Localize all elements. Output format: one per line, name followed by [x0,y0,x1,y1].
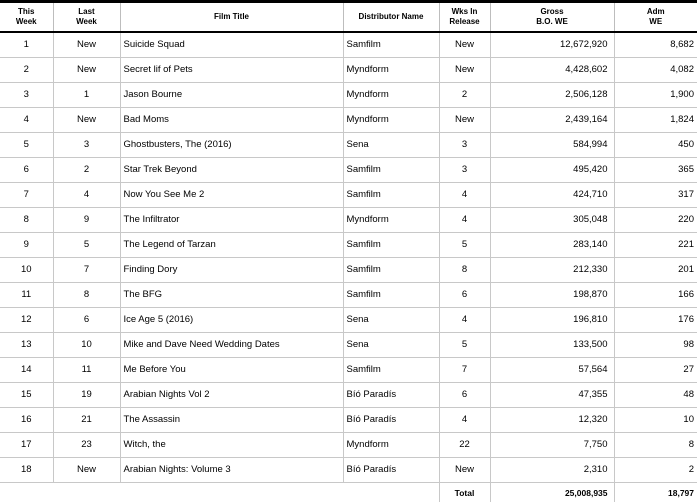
cell-gross: 57,564 [490,358,614,383]
cell-last-week: New [53,458,120,483]
cell-distributor: Sena [343,133,439,158]
header-this-week [0,2,53,33]
cell-this-week: 17 [0,433,53,458]
header-adm-line2: WE [649,17,663,26]
cell-adm: 8 [614,433,697,458]
cell-this-week: 16 [0,408,53,433]
cell-distributor: Bíó Paradís [343,458,439,483]
cell-distributor: Myndform [343,208,439,233]
cell-last-week: 9 [53,208,120,233]
cell-wks-in-release: 2 [439,83,490,108]
table-row [0,83,697,108]
cell-distributor: Sena [343,333,439,358]
header-gross [490,2,614,33]
cell-distributor: Sena [343,308,439,333]
cell-film-title: Star Trek Beyond [120,158,343,183]
cell-film-title: Mike and Dave Need Wedding Dates [120,333,343,358]
cell-last-week: 7 [53,258,120,283]
header-row [0,2,697,33]
table-row [0,433,697,458]
table-body [0,32,697,483]
cell-distributor: Samfilm [343,283,439,308]
cell-gross: 2,506,128 [490,83,614,108]
cell-distributor: Samfilm [343,158,439,183]
cell-adm: 221 [614,233,697,258]
cell-last-week: 4 [53,183,120,208]
table-row [0,58,697,83]
cell-last-week: New [53,58,120,83]
cell-wks-in-release: 22 [439,433,490,458]
cell-adm: 27 [614,358,697,383]
cell-film-title: Witch, the [120,433,343,458]
total-blank-1 [0,483,53,502]
cell-last-week: 2 [53,158,120,183]
table-row [0,408,697,433]
cell-film-title: Arabian Nights Vol 2 [120,383,343,408]
header-this-week-line2: Week [15,17,37,26]
cell-this-week: 5 [0,133,53,158]
cell-adm: 10 [614,408,697,433]
cell-film-title: Suicide Squad [120,32,343,58]
cell-this-week: 18 [0,458,53,483]
cell-wks-in-release: 5 [439,233,490,258]
cell-last-week: 1 [53,83,120,108]
cell-film-title: Arabian Nights: Volume 3 [120,458,343,483]
cell-wks-in-release: New [439,32,490,58]
cell-last-week: 19 [53,383,120,408]
cell-gross: 584,994 [490,133,614,158]
cell-film-title: The Legend of Tarzan [120,233,343,258]
cell-gross: 305,048 [490,208,614,233]
cell-wks-in-release: 3 [439,133,490,158]
cell-film-title: Secret lif of Pets [120,58,343,83]
cell-distributor: Samfilm [343,183,439,208]
header-film-title: Film Title [120,2,343,33]
header-this-week-line1: This [18,7,35,16]
cell-adm: 201 [614,258,697,283]
cell-last-week: 10 [53,333,120,358]
cell-gross: 2,439,164 [490,108,614,133]
cell-adm: 48 [614,383,697,408]
cell-this-week: 8 [0,208,53,233]
table-row [0,32,697,58]
cell-wks-in-release: New [439,458,490,483]
cell-film-title: Ice Age 5 (2016) [120,308,343,333]
cell-wks-in-release: 8 [439,258,490,283]
cell-adm: 166 [614,283,697,308]
table-row [0,283,697,308]
table-row [0,158,697,183]
cell-distributor: Samfilm [343,32,439,58]
cell-this-week: 2 [0,58,53,83]
cell-last-week: 11 [53,358,120,383]
cell-wks-in-release: 4 [439,308,490,333]
cell-wks-in-release: 6 [439,283,490,308]
cell-gross: 2,310 [490,458,614,483]
cell-gross: 424,710 [490,183,614,208]
total-label: Total [439,483,490,502]
cell-this-week: 4 [0,108,53,133]
cell-film-title: Me Before You [120,358,343,383]
cell-wks-in-release: 3 [439,158,490,183]
cell-film-title: The BFG [120,283,343,308]
cell-this-week: 15 [0,383,53,408]
cell-last-week: 3 [53,133,120,158]
header-gross-line1: Gross [540,7,564,16]
header-last-week-line1: Last [78,7,95,16]
cell-wks-in-release: New [439,108,490,133]
header-adm-line1: Adm [646,7,665,16]
header-last-week-line2: Week [76,17,97,26]
cell-last-week: 8 [53,283,120,308]
cell-adm: 2 [614,458,697,483]
cell-adm: 8,682 [614,32,697,58]
table-row [0,333,697,358]
cell-film-title: The Infiltrator [120,208,343,233]
cell-this-week: 12 [0,308,53,333]
table-footer [0,483,697,502]
cell-gross: 12,672,920 [490,32,614,58]
cell-last-week: 5 [53,233,120,258]
table-row [0,108,697,133]
cell-wks-in-release: New [439,58,490,83]
total-blank-3 [120,483,343,502]
table-row [0,208,697,233]
cell-distributor: Bíó Paradís [343,408,439,433]
cell-this-week: 7 [0,183,53,208]
cell-wks-in-release: 5 [439,333,490,358]
cell-last-week: 21 [53,408,120,433]
total-adm: 18,797 [614,483,697,502]
cell-distributor: Samfilm [343,258,439,283]
cell-adm: 1,824 [614,108,697,133]
total-blank-4 [343,483,439,502]
cell-adm: 4,082 [614,58,697,83]
cell-film-title: Bad Moms [120,108,343,133]
cell-gross: 196,810 [490,308,614,333]
cell-distributor: Myndform [343,433,439,458]
cell-last-week: New [53,32,120,58]
table-row [0,258,697,283]
header-wks-line1: Wks In [451,7,478,16]
cell-last-week: 6 [53,308,120,333]
cell-wks-in-release: 4 [439,408,490,433]
table-header [0,2,697,33]
cell-gross: 212,330 [490,258,614,283]
cell-this-week: 6 [0,158,53,183]
cell-wks-in-release: 4 [439,208,490,233]
cell-adm: 176 [614,308,697,333]
cell-gross: 283,140 [490,233,614,258]
cell-last-week: New [53,108,120,133]
cell-distributor: Myndform [343,108,439,133]
cell-this-week: 11 [0,283,53,308]
cell-distributor: Samfilm [343,233,439,258]
cell-this-week: 14 [0,358,53,383]
cell-gross: 12,320 [490,408,614,433]
cell-gross: 47,355 [490,383,614,408]
table-row [0,458,697,483]
cell-wks-in-release: 7 [439,358,490,383]
cell-film-title: The Assassin [120,408,343,433]
cell-gross: 198,870 [490,283,614,308]
header-adm [614,2,697,33]
table-row [0,133,697,158]
cell-this-week: 13 [0,333,53,358]
cell-adm: 450 [614,133,697,158]
cell-wks-in-release: 4 [439,183,490,208]
header-wks-in-release [439,2,490,33]
table-row [0,183,697,208]
cell-film-title: Ghostbusters, The (2016) [120,133,343,158]
header-wks-line2: Release [449,17,480,26]
cell-distributor: Myndform [343,58,439,83]
cell-this-week: 9 [0,233,53,258]
cell-this-week: 3 [0,83,53,108]
total-blank-2 [53,483,120,502]
cell-gross: 495,420 [490,158,614,183]
cell-film-title: Now You See Me 2 [120,183,343,208]
table-row [0,308,697,333]
total-gross: 25,008,935 [490,483,614,502]
cell-distributor: Samfilm [343,358,439,383]
cell-distributor: Myndform [343,83,439,108]
cell-adm: 220 [614,208,697,233]
cell-adm: 1,900 [614,83,697,108]
cell-film-title: Finding Dory [120,258,343,283]
cell-adm: 365 [614,158,697,183]
cell-gross: 7,750 [490,433,614,458]
total-row [0,483,697,502]
cell-film-title: Jason Bourne [120,83,343,108]
cell-gross: 133,500 [490,333,614,358]
cell-wks-in-release: 6 [439,383,490,408]
header-gross-line2: B.O. WE [536,17,568,26]
header-distributor: Distributor Name [343,2,439,33]
header-last-week [53,2,120,33]
table-row [0,358,697,383]
table-row [0,383,697,408]
cell-this-week: 10 [0,258,53,283]
cell-last-week: 23 [53,433,120,458]
cell-distributor: Bíó Paradís [343,383,439,408]
cell-gross: 4,428,602 [490,58,614,83]
cell-this-week: 1 [0,32,53,58]
cell-adm: 98 [614,333,697,358]
table-row [0,233,697,258]
cell-adm: 317 [614,183,697,208]
